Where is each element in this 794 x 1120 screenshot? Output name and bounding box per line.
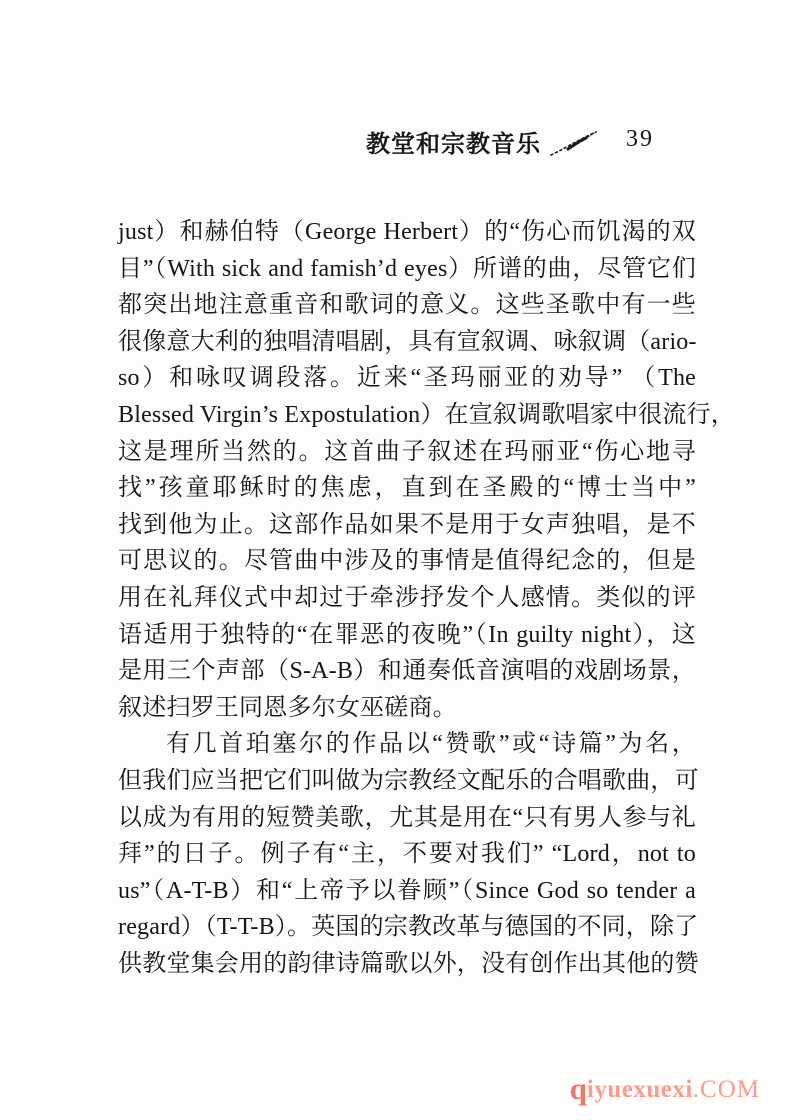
watermark-lead: q [569, 1071, 587, 1106]
body-text [118, 214, 735, 982]
text-line: 拜”的日子。例子有“主，不要对我们” “Lord，not to [118, 841, 696, 868]
running-head [0, 118, 794, 164]
text-line: regard）（T-T-B）。英国的宗教改革与德国的不同，除了 [118, 914, 699, 941]
page-number: 39 [626, 126, 654, 152]
quill-flourish-icon [548, 128, 600, 160]
text-line: so）和咏叹调段落。近来“圣玛丽亚的劝导” （The [118, 365, 696, 392]
text-line: 用在礼拜仪式中却过于牵涉抒发个人感情。类似的评 [118, 584, 696, 611]
text-line: 是用三个声部（S-A-B）和通奏低音演唱的戏剧场景， [118, 658, 696, 685]
watermark-text: iyuexuexi [586, 1076, 693, 1103]
text-line: 叙述扫罗王同恩多尔女巫磋商。 [118, 694, 457, 721]
text-line: 都突出地注意重音和歌词的意义。这些圣歌中有一些 [118, 292, 696, 319]
text-line: 找到他为止。这部作品如果不是用于女声独唱，是不 [118, 511, 696, 538]
text-line: 这是理所当然的。这首曲子叙述在玛丽亚“伤心地寻 [118, 438, 696, 465]
text-line: 目”（With sick and famish’d eyes）所谱的曲，尽管它们 [118, 255, 696, 282]
text-line: 以成为有用的短赞美歌，尤其是用在“只有男人参与礼 [118, 804, 696, 831]
text-line: 有几首珀塞尔的作品以“赞歌”或“诗篇”为名， [166, 731, 696, 758]
text-line: 但我们应当把它们叫做为宗教经文配乐的合唱歌曲，可 [118, 767, 699, 794]
text-line: 可思议的。尽管曲中涉及的事情是值得纪念的，但是 [118, 548, 696, 575]
text-line: Blessed Virgin’s Expostulation）在宣叙调歌唱家中很流行， [118, 401, 735, 428]
text-line: 很像意大利的独唱清唱剧，具有宣叙调、咏叙调（ario- [118, 328, 697, 355]
text-line: 语适用于独特的“在罪恶的夜晚”（In guilty night），这 [118, 621, 696, 648]
watermark-domain: .COM [692, 1076, 760, 1103]
site-watermark [570, 1073, 760, 1104]
text-line: us”（A-T-B）和“上帝予以眷顾”（Since God so tender a [118, 877, 696, 904]
text-line: 供教堂集会用的韵律诗篇歌以外，没有创作出其他的赞 [118, 950, 699, 977]
text-line: just）和赫伯特（George Herbert）的“伤心而饥渴的双 [118, 219, 696, 245]
chapter-title: 教堂和宗教音乐 [366, 132, 541, 158]
text-line: 找”孩童耶稣时的焦虑，直到在圣殿的“博士当中” [118, 475, 696, 502]
